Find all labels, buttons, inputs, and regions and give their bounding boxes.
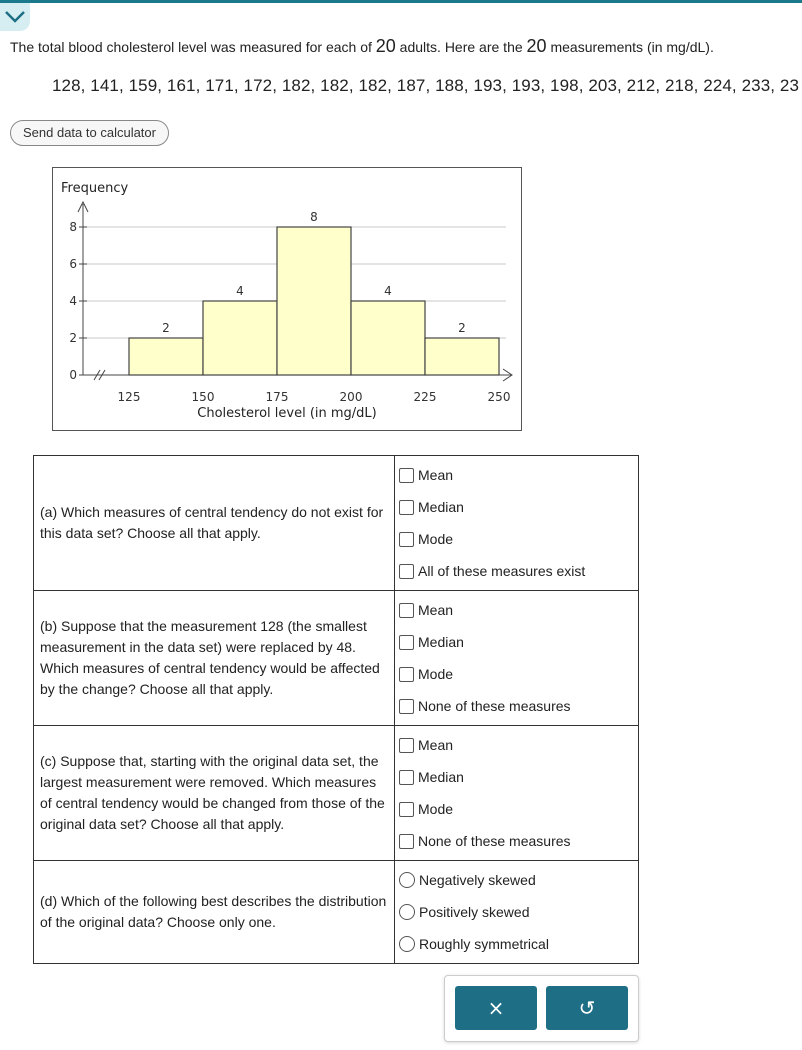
answer-options [395, 726, 639, 861]
radio-button[interactable] [399, 872, 415, 888]
question-row [34, 861, 639, 964]
histogram-bar [351, 301, 425, 375]
x-tick-label: 175 [265, 390, 289, 404]
checkbox[interactable] [399, 603, 414, 618]
option-label: None of these measures [418, 833, 571, 849]
y-tick-label: 4 [69, 294, 77, 308]
option-label: Mean [418, 467, 454, 483]
data-list: 128, 141, 159, 161, 171, 172, 182, 182, 182, 187, 188, 193, 193, 198, 203, 212, 218, 224, 233, 23 [52, 76, 799, 95]
question-row [34, 456, 639, 591]
answer-option[interactable] [399, 825, 634, 857]
x-tick-label: 125 [117, 390, 141, 404]
checkbox[interactable] [399, 802, 414, 817]
checkbox[interactable] [399, 834, 414, 849]
x-tick-label: 250 [487, 390, 511, 404]
undo-icon: ↺ [578, 996, 596, 1020]
undo-button[interactable] [546, 986, 628, 1030]
checkbox[interactable] [399, 500, 414, 515]
answer-option[interactable] [399, 896, 634, 928]
option-label: None of these measures [418, 698, 571, 714]
histogram-svg [53, 168, 521, 430]
histogram-bar [425, 338, 499, 375]
answer-options [395, 861, 639, 964]
question-text: (d) Which of the following best describes the distribution of the original data? Choose only one. [34, 861, 395, 964]
answer-option[interactable] [399, 626, 634, 658]
option-label: All of these measures exist [418, 563, 586, 579]
answer-option[interactable] [399, 491, 634, 523]
top-accent-line [0, 0, 802, 3]
chevron-down-icon [4, 9, 26, 25]
option-label: Mode [418, 666, 454, 682]
y-tick-label: 2 [69, 331, 77, 345]
option-label: Median [418, 634, 464, 650]
histogram-bar [277, 227, 351, 375]
answer-option[interactable] [399, 729, 634, 761]
answer-option[interactable] [399, 690, 634, 722]
checkbox[interactable] [399, 468, 414, 483]
y-tick-label: 6 [69, 257, 77, 271]
x-tick-label: 150 [191, 390, 215, 404]
answer-options [395, 591, 639, 726]
question-text: (b) Suppose that the measurement 128 (the smallest measurement in the data set) were replaced by 48. Which measures of central tendency would be affected by the change? Choose all that apply. [34, 591, 395, 726]
answer-option[interactable] [399, 761, 634, 793]
bar-value-label: 2 [162, 321, 170, 335]
bar-value-label: 2 [458, 321, 466, 335]
close-icon: × [487, 996, 505, 1020]
histogram-chart [52, 167, 522, 431]
questions-table [33, 455, 639, 964]
option-label: Mode [418, 801, 454, 817]
answer-option[interactable] [399, 523, 634, 555]
option-label: Mean [418, 737, 454, 753]
answer-option[interactable] [399, 459, 634, 491]
clear-button[interactable] [455, 986, 537, 1030]
answer-options [395, 456, 639, 591]
option-label: Mode [418, 531, 454, 547]
y-tick-label: 8 [69, 220, 77, 234]
checkbox[interactable] [399, 770, 414, 785]
answer-option[interactable] [399, 594, 634, 626]
bar-value-label: 4 [384, 284, 392, 298]
question-text: (a) Which measures of central tendency do not exist for this data set? Choose all that apply. [34, 456, 395, 591]
adult-count: 20 [375, 36, 396, 56]
histogram-bar [129, 338, 203, 375]
checkbox[interactable] [399, 699, 414, 714]
option-label: Median [418, 769, 464, 785]
answer-option[interactable] [399, 658, 634, 690]
action-panel [444, 975, 639, 1042]
histogram-bar [203, 301, 277, 375]
measurement-count: 20 [526, 36, 547, 56]
checkbox[interactable] [399, 738, 414, 753]
option-label: Positively skewed [419, 904, 530, 920]
radio-button[interactable] [399, 904, 415, 920]
x-axis-label: Cholesterol level (in mg/dL) [197, 406, 377, 421]
x-tick-label: 225 [413, 390, 437, 404]
question-row [34, 591, 639, 726]
radio-button[interactable] [399, 936, 415, 952]
bar-value-label: 8 [310, 210, 318, 224]
x-tick-label: 200 [339, 390, 363, 404]
answer-option[interactable] [399, 864, 634, 896]
answer-option[interactable] [399, 928, 634, 960]
option-label: Negatively skewed [419, 872, 536, 888]
y-tick-label: 0 [69, 368, 77, 382]
collapse-toggle[interactable] [0, 3, 30, 31]
option-label: Mean [418, 602, 454, 618]
checkbox[interactable] [399, 532, 414, 547]
send-data-button[interactable]: Send data to calculator [10, 120, 169, 146]
y-axis-label: Frequency [61, 181, 129, 196]
question-row [34, 726, 639, 861]
answer-option[interactable] [399, 793, 634, 825]
bar-value-label: 4 [236, 284, 244, 298]
checkbox[interactable] [399, 635, 414, 650]
option-label: Roughly symmetrical [419, 936, 549, 952]
checkbox[interactable] [399, 667, 414, 682]
checkbox[interactable] [399, 564, 414, 579]
question-text: (c) Suppose that, starting with the original data set, the largest measurement were removed. Which measures of central tendency would be changed from those of the original data set? Choose all that apply. [34, 726, 395, 861]
answer-option[interactable] [399, 555, 634, 587]
option-label: Median [418, 499, 464, 515]
problem-intro: The total blood cholesterol level was measured for each of 20 adults. Here are the 20 measurements (in mg/dL). [10, 36, 714, 56]
